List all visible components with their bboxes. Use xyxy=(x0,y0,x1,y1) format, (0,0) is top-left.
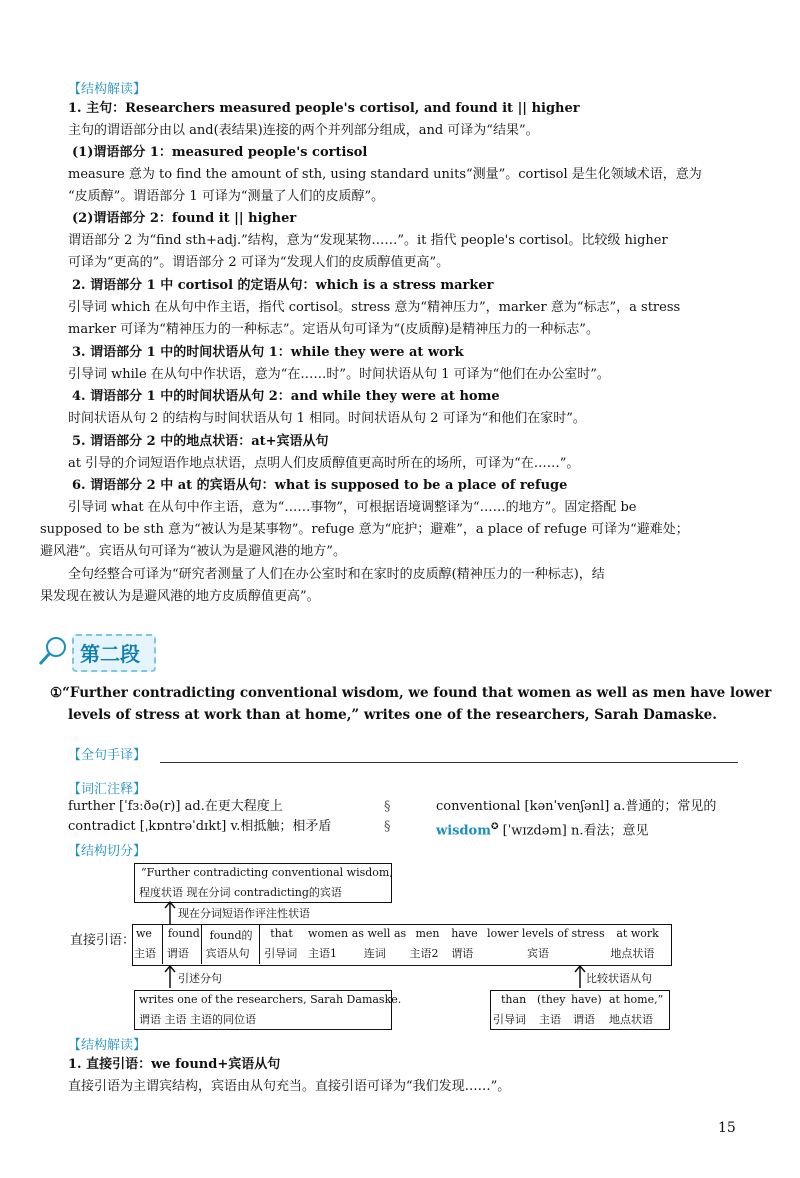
vocab-divider-icon: § xyxy=(384,819,391,834)
tag-vocab: 【词汇注释】 xyxy=(68,782,147,797)
diagram-box-3 xyxy=(134,990,402,1030)
analysis-para: 直接引语为主谓宾结构，宾语由从句充当。直接引语可译为“我们发现……”。 xyxy=(68,1079,511,1094)
heading-predicate-2: (2)谓语部分 2：found it || higher xyxy=(72,211,297,226)
box3-labels: 谓语 主语 主语的同位语 xyxy=(139,1013,256,1026)
para: 全句经整合可译为“研究者测量了人们在办公室时和在家时的皮质醇(精神压力的一种标志)，结 xyxy=(68,567,605,582)
para: 时间状语从句 2 的结构与时间状语从句 1 相同。时间状语从句 2 可译为“和他们在家时”。 xyxy=(68,411,586,426)
cell: found的 宾语从句 xyxy=(202,924,261,964)
para: “皮质醇”。谓语部分 1 可译为“测量了人们的皮质醇”。 xyxy=(68,189,385,204)
heading-predicate-1: (1)谓语部分 1：measured people's cortisol xyxy=(72,145,368,160)
heading-place-adverbial: 5. 谓语部分 2 中的地点状语：at+宾语从句 xyxy=(72,434,329,449)
vocab-wisdom xyxy=(436,818,649,840)
cell: at home,” 地点状语 xyxy=(609,993,664,1026)
vocab-conventional: conventional [kənˈvenʃənl] a.普通的；常见的 xyxy=(436,799,717,814)
vocab-further: further [ˈfɜːðə(r)] ad.在更大程度上 xyxy=(68,799,283,814)
vocab-wisdom-word: wisdom xyxy=(436,823,491,839)
para: 引导词 what 在从句中作主语，意为“……事物”，可根据语境调整译为“……的地方”。固定搭配 be xyxy=(68,500,637,515)
diagram-box-4 xyxy=(490,990,670,1030)
cell: (they 主语 xyxy=(537,993,566,1026)
heading-time-clause-1: 3. 谓语部分 1 中的时间状语从句 1：while they were at work xyxy=(72,345,464,360)
vocab-wisdom-def: [ˈwɪzdəm] n.看法；意见 xyxy=(502,823,649,839)
diagram-row xyxy=(132,924,670,964)
cell: as well as 连词 xyxy=(351,927,407,960)
section-title: 第二段 xyxy=(80,642,140,666)
magnifier-icon xyxy=(36,634,76,668)
para: supposed to be sth 意为“被认为是某事物”。refuge 意为“庇护；避难”，a place of refuge 可译为“避难处； xyxy=(40,522,689,537)
cell: lower levels of stress 宾语 xyxy=(487,927,605,960)
para: at 引导的介词短语作地点状语，点明人们皮质醇值更高时所在的场所，可译为“在……”。 xyxy=(68,456,580,471)
diagram-note-2: 引述分句 xyxy=(178,972,222,985)
heading-main-clause: 1. 主句：Researchers measured people's cortisol, and found it || higher xyxy=(68,101,580,116)
cell: we 主语 xyxy=(132,924,163,964)
heading-time-clause-2: 4. 谓语部分 1 中的时间状语从句 2：and while they were at home xyxy=(72,389,500,404)
para: 引导词 while 在从句中作状语，意为“在……时”。时间状语从句 1 可译为“他们在办公室时”。 xyxy=(68,367,610,382)
cell: have 谓语 xyxy=(451,927,478,960)
diagram-left-label: 直接引语： xyxy=(70,933,136,948)
cell: men 主语2 xyxy=(409,927,440,960)
box3-text: writes one of the researchers, Sarah Damaske. xyxy=(139,993,402,1006)
para: 果发现在被认为是避风港的地方皮质醇值更高”。 xyxy=(40,589,320,604)
para: marker 可译为“精神压力的一种标志”。定语从句可译为“(皮质醇)是精神压力的一种标志”。 xyxy=(68,322,599,337)
cell: at work 地点状语 xyxy=(610,927,659,960)
para: measure 意为 to find the amount of sth, using standard units“测量”。cortisol 是生化领域术语，意为 xyxy=(68,167,702,182)
para: 谓语部分 2 为“find sth+adj.”结构，意为“发现某物……”。it 指代 people's cortisol。比较级 higher xyxy=(68,233,668,248)
cell: found 谓语 xyxy=(163,924,202,964)
translate-answer-line[interactable] xyxy=(160,762,738,763)
page-number: 15 xyxy=(718,1120,736,1136)
quote-line-1: ①“Further contradicting conventional wisdom, we found that women as well as men have lower xyxy=(50,685,772,701)
tag-structure-analysis-2: 【结构解读】 xyxy=(68,1038,147,1053)
heading-object-clause: 6. 谓语部分 2 中 at 的宾语从句：what is supposed to be a place of refuge xyxy=(72,478,568,493)
para: 引导词 which 在从句中作主语，指代 cortisol。stress 意为“精神压力”，marker 意为“标志”，a stress xyxy=(68,300,681,315)
diagram-note-1: 现在分词短语作评注性状语 xyxy=(178,907,310,920)
tag-structure-split: 【结构切分】 xyxy=(68,844,147,859)
vocab-divider-icon: § xyxy=(384,799,391,814)
tag-translate: 【全句手译】 xyxy=(68,748,147,763)
para: 可译为“更高的”。谓语部分 2 可译为“发现人们的皮质醇值更高”。 xyxy=(68,255,450,270)
cell: women 主语1 xyxy=(308,927,349,960)
heading-attributive: 2. 谓语部分 1 中 cortisol 的定语从句：which is a stress marker xyxy=(72,278,494,293)
cell: that 引导词 xyxy=(264,927,298,960)
arrow-icon xyxy=(160,964,180,990)
cell: have) 谓语 xyxy=(571,993,602,1026)
box1-text: “Further contradicting conventional wisdom, xyxy=(141,866,393,879)
arrow-icon xyxy=(160,900,180,926)
vocab-contradict: contradict [ˌkɒntrəˈdɪkt] v.相抵触；相矛盾 xyxy=(68,819,332,834)
diagram-box-1 xyxy=(134,863,392,903)
para: 避风港”。宾语从句可译为“被认为是避风港的地方”。 xyxy=(40,544,346,559)
star-icon: ✪ xyxy=(490,822,499,832)
analysis-heading: 1. 直接引语：we found+宾语从句 xyxy=(68,1057,281,1072)
para: 主句的谓语部分由以 and(表结果)连接的两个并列部分组成，and 可译为“结果”。 xyxy=(68,123,539,138)
quote-line-2: levels of stress at work than at home,” writes one of the researchers, Sarah Damaske. xyxy=(68,707,717,723)
tag-structure-analysis: 【结构解读】 xyxy=(68,82,147,97)
box1-labels: 程度状语 现在分词 contradicting的宾语 xyxy=(139,886,342,899)
cell: than 引导词 xyxy=(493,993,527,1026)
diagram-note-3: 比较状语从句 xyxy=(586,972,652,985)
